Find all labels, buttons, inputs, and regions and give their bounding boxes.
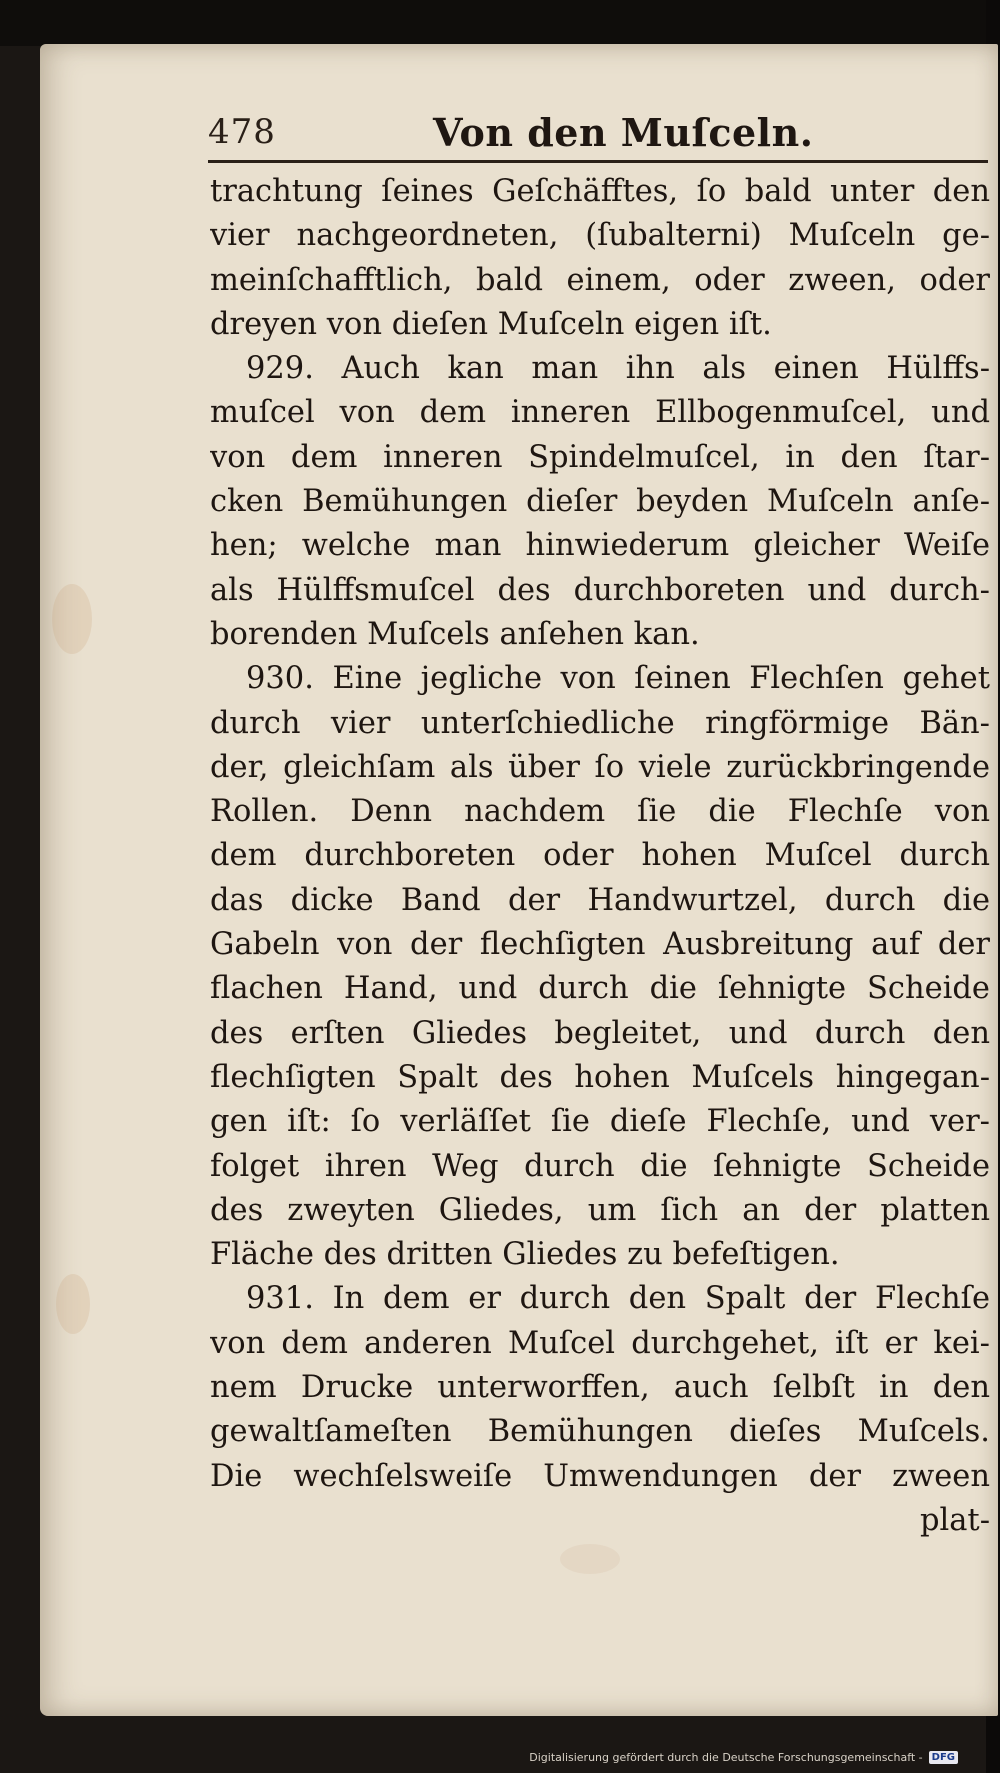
text-line: Gabeln von der flechſigten Ausbreitung auf der — [210, 927, 990, 963]
text-line: cken Bemühungen dieſer beyden Muſceln anſe- — [210, 484, 990, 520]
text-line: das dicke Band der Handwurtzel, durch die — [210, 882, 990, 918]
body-text — [210, 170, 990, 1543]
page-number: 478 — [208, 112, 276, 152]
paragraph-929-start: 929. Auch kan man ihn als einen Hülffs- — [246, 351, 990, 387]
dfg-logo: DFG — [929, 1751, 958, 1764]
paragraph-930-start: 930. Eine jegliche von ſeinen Flechſen gehet — [246, 661, 990, 697]
text-line: meinſchafftlich, bald einem, oder zween, oder — [210, 262, 990, 298]
catchword: plat- — [919, 1502, 990, 1538]
text-line: des zweyten Gliedes, um ſich an der platten — [210, 1192, 990, 1228]
text-line: flechſigten Spalt des hohen Muſcels hingegan- — [210, 1059, 990, 1095]
paper-stain — [56, 1274, 90, 1334]
text-line: gewaltſameſten Bemühungen dieſes Muſcels. — [210, 1414, 990, 1450]
text-line: von dem inneren Spindelmuſcel, in den ſtar- — [210, 439, 990, 475]
text-line: durch vier unterſchiedliche ringförmige Bän- — [210, 705, 990, 741]
text-line: gen iſt: ſo verläſſet ſie dieſe Flechſe, und ver- — [210, 1104, 990, 1140]
text-line: des erſten Gliedes begleitet, und durch den — [210, 1015, 990, 1051]
header-rule — [208, 160, 988, 163]
text-line: dem durchboreten oder hohen Muſcel durch — [210, 838, 990, 874]
digitization-credit — [529, 1747, 958, 1767]
text-line: borenden Muſcels anſehen kan. — [210, 616, 700, 652]
paper-stain — [52, 584, 92, 654]
text-line: der, gleichſam als über ſo viele zurückbringende — [210, 749, 990, 785]
text-line: Fläche des dritten Gliedes zu befeſtigen. — [210, 1237, 840, 1273]
text-line: hen; welche man hinwiederum gleicher Weiſe — [210, 528, 990, 564]
text-line: muſcel von dem inneren Ellbogenmuſcel, und — [210, 395, 990, 431]
credit-text: Digitalisierung gefördert durch die Deutsche Forschungsgemeinschaft - — [529, 1750, 923, 1764]
text-line: Die wechſelsweiſe Umwendungen der zween — [210, 1458, 990, 1494]
text-line: dreyen von dieſen Muſceln eigen iſt. — [210, 306, 772, 342]
paragraph-931-start: 931. In dem er durch den Spalt der Flechſe — [246, 1281, 990, 1317]
text-line: als Hülffsmuſcel des durchboreten und durch- — [210, 572, 990, 608]
text-line: folget ihren Weg durch die ſehnigte Scheide — [210, 1148, 990, 1184]
scan-top-border — [0, 0, 1000, 46]
text-line: nem Drucke unterworffen, auch ſelbſt in den — [210, 1370, 990, 1406]
text-line: von dem anderen Muſcel durchgehet, iſt er kei- — [210, 1325, 990, 1361]
text-line: vier nachgeordneten, (ſubalterni) Muſceln ge- — [210, 218, 990, 254]
text-line: trachtung ſeines Geſchäfftes, ſo bald unter den — [210, 174, 990, 209]
paper-stain — [560, 1544, 620, 1574]
running-head: Von den Muſceln. — [433, 110, 814, 155]
page-header — [208, 112, 988, 158]
text-line: Rollen. Denn nachdem ſie die Flechſe von — [210, 794, 990, 830]
text-line: flachen Hand, und durch die ſehnigte Scheide — [210, 971, 990, 1007]
